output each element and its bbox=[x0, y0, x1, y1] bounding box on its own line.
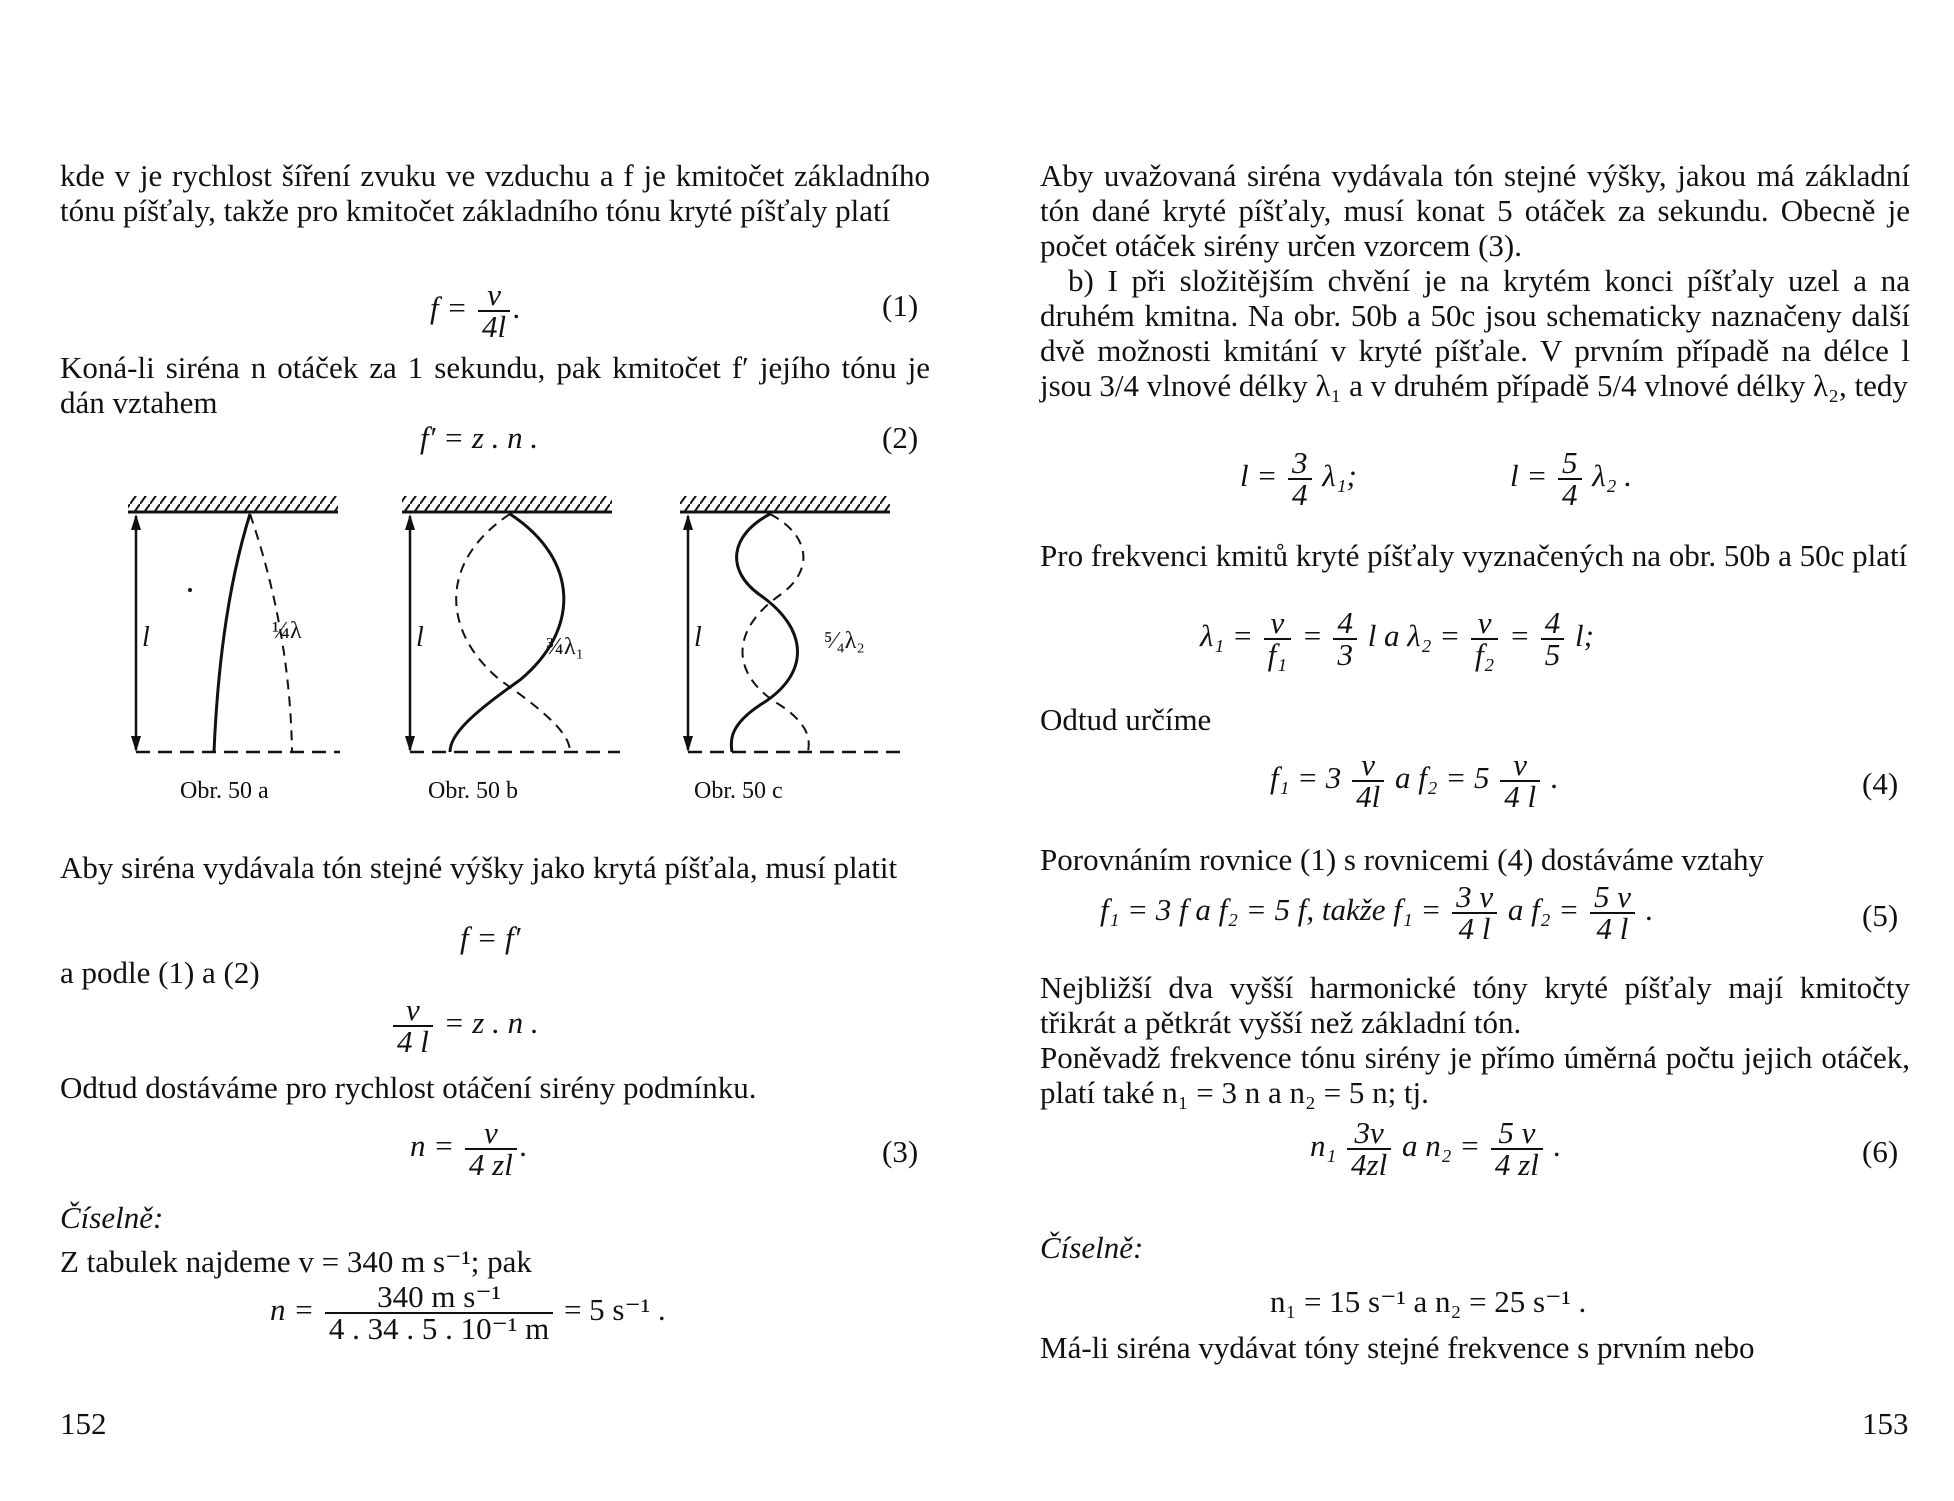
equation-v-over-4l-rhs: = z . n . bbox=[443, 1005, 539, 1041]
equation-2-number: (2) bbox=[882, 420, 919, 455]
equation-1-numerator: v bbox=[478, 280, 510, 312]
equation-n-numerator: 340 m s⁻¹ bbox=[325, 1282, 553, 1314]
equation-4 bbox=[1270, 747, 1559, 814]
equation-1: f = $\frac{v}{4l}$ . bbox=[430, 277, 521, 344]
equation-v-over-4l-denominator: 4 l bbox=[397, 1024, 429, 1059]
equation-3-denominator: 4 zl bbox=[468, 1147, 513, 1182]
left-paragraph-6: Z tabulek najdeme v = 340 m s⁻¹; pak bbox=[60, 1244, 532, 1279]
equation-6-end: . bbox=[1553, 1128, 1562, 1164]
equation-5-f2-denominator: 4 l bbox=[1596, 911, 1629, 946]
right-page bbox=[1040, 0, 1910, 1501]
equation-4-end: . bbox=[1550, 760, 1559, 796]
left-page bbox=[60, 0, 930, 1501]
equation-5-f1-fraction bbox=[1452, 879, 1497, 946]
equation-6-n2: a n₂ = bbox=[1401, 1128, 1481, 1164]
right-paragraph-5: Porovnáním rovnice (1) s rovnicemi (4) dostáváme vztahy bbox=[1040, 842, 1764, 877]
equation-l-lambda2-numerator: 5 bbox=[1558, 448, 1582, 480]
equation-5-part-a: f₁ = 3 f a f₂ = 5 f, takže f₁ = bbox=[1100, 892, 1442, 928]
left-paragraph-4: a podle (1) a (2) bbox=[60, 955, 260, 990]
right-paragraph-3: Pro frekvenci kmitů kryté píšťaly vyznačených na obr. 50b a 50c platí bbox=[1040, 538, 1908, 573]
caption-50c: Obr. 50 c bbox=[694, 778, 783, 804]
equation-l-lambda1-denominator: 4 bbox=[1292, 477, 1308, 512]
equation-5-f1-numerator: 3 v bbox=[1452, 882, 1497, 914]
figure-50b bbox=[402, 496, 620, 752]
equation-4-f1: f₁ = 3 bbox=[1270, 760, 1342, 796]
right-paragraph-7: Poněvadž frekvence tónu sirény je přímo úměrná počtu jejich otáček, platí také n₁ = 3 n a n₂ = 5 n; tj. bbox=[1040, 1040, 1910, 1110]
figure-b-wave-label: ¾λ₁ bbox=[546, 634, 585, 660]
equation-l-lambda1-numerator: 3 bbox=[1288, 448, 1312, 480]
pipe-figures bbox=[120, 490, 910, 760]
equation-6-n1-fraction bbox=[1347, 1115, 1391, 1182]
equation-6-number: (6) bbox=[1862, 1134, 1899, 1169]
equation-4-number: (4) bbox=[1862, 766, 1899, 801]
equation-l-lambda1-lhs: l = bbox=[1240, 458, 1278, 494]
figure-a-length-label: l bbox=[142, 622, 150, 653]
equation-1-lhs: f = bbox=[430, 290, 468, 326]
equation-3-lhs: n = bbox=[410, 1128, 455, 1164]
equation-3: n = $\frac{v}{4 zl}$ . bbox=[410, 1115, 528, 1182]
equation-l-lambda2-lhs: l = bbox=[1510, 458, 1548, 494]
equation-lambda-relations bbox=[1200, 605, 1594, 672]
equation-n-fraction bbox=[325, 1279, 553, 1346]
equation-5-part-b: a f₂ = bbox=[1507, 892, 1580, 928]
figure-b-length-label: l bbox=[416, 622, 424, 653]
equation-3-number: (3) bbox=[882, 1134, 919, 1169]
equation-f-equals-fprime: f = f′ bbox=[460, 920, 521, 955]
equation-lambda1-equals: = bbox=[1301, 618, 1323, 654]
figure-a-wave-label: ¼λ bbox=[272, 618, 302, 644]
equation-l-lambda1 bbox=[1240, 445, 1357, 512]
figure-c-wave-label: ⁵⁄₄λ₂ bbox=[824, 628, 865, 654]
right-paragraph-4: Odtud určíme bbox=[1040, 702, 1212, 737]
right-paragraph-8: Má-li siréna vydávat tóny stejné frekvence s prvním nebo bbox=[1040, 1330, 1755, 1365]
caption-50a: Obr. 50 a bbox=[180, 778, 269, 804]
equation-1-number: (1) bbox=[882, 288, 919, 323]
equation-n-numeric bbox=[270, 1279, 666, 1346]
right-paragraph-1: Aby uvažovaná siréna vydávala tón stejné výšky, jakou má základní tón dané kryté píšťaly, musí konat 5 otáček za sekundu. Obecně je počet otáček sirény určen vzorcem (3). bbox=[1040, 158, 1910, 263]
equation-4-f1-denominator: 4l bbox=[1356, 779, 1381, 814]
equation-4-f1-fraction bbox=[1352, 747, 1384, 814]
equation-l-lambda2-denominator: 4 bbox=[1562, 477, 1578, 512]
equation-lambda2-f-fraction bbox=[1471, 605, 1498, 672]
caption-50b: Obr. 50 b bbox=[428, 778, 518, 804]
equation-lambda1-g-numerator: 4 bbox=[1333, 608, 1357, 640]
page-number-left: 152 bbox=[60, 1406, 107, 1441]
equation-6-n2-denominator: 4 zl bbox=[1494, 1147, 1539, 1182]
equation-lambda1-g-denominator: 3 bbox=[1337, 637, 1353, 672]
equation-lambda1-g-fraction bbox=[1333, 605, 1357, 672]
equation-4-f1-numerator: v bbox=[1352, 750, 1384, 782]
equation-lambda1-tail: l a λ₂ = bbox=[1367, 618, 1461, 654]
equation-4-f2: a f₂ = 5 bbox=[1394, 760, 1490, 796]
equation-numeric-n: n₁ = 15 s⁻¹ a n₂ = 25 s⁻¹ . bbox=[1270, 1284, 1587, 1319]
left-paragraph-1: kde v je rychlost šíření zvuku ve vzduchu a f je kmitočet základního tónu píšťaly, takže pro kmitočet základního tónu kryté píšťaly platí bbox=[60, 158, 930, 228]
equation-l-lambda2-fraction bbox=[1558, 445, 1582, 512]
figure-50c bbox=[680, 496, 900, 752]
left-paragraph-5: Odtud dostáváme pro rychlost otáčení sirény podmínku. bbox=[60, 1070, 757, 1105]
equation-v-over-4l-numerator: v bbox=[393, 995, 433, 1027]
equation-lambda1-lhs: λ₁ = bbox=[1200, 618, 1253, 654]
equation-lambda1-f-denominator: f₁ bbox=[1267, 637, 1288, 672]
equation-6-n1-denominator: 4zl bbox=[1351, 1147, 1388, 1182]
equation-5-f2-numerator: 5 v bbox=[1590, 882, 1635, 914]
equation-4-f2-denominator: 4 l bbox=[1504, 779, 1537, 814]
right-ciselne-heading: Číselně: bbox=[1040, 1230, 1144, 1265]
figure-c-length-label: l bbox=[694, 622, 702, 653]
equation-l-lambda2 bbox=[1510, 445, 1633, 512]
equation-5-end: . bbox=[1645, 892, 1654, 928]
equation-lambda2-tail: l; bbox=[1575, 618, 1594, 654]
right-paragraph-2: b) I při složitějším chvění je na krytém konci píšťaly uzel a na druhém kmitna. Na obr. 50b a 50c jsou schematicky naznačeny další dvě možnosti kmitání v kryté píšťale. V prvním případě na délce l jsou 3/4 vlnové délky λ₁ a v druhém případě 5/4 vlnové délky λ₂, tedy bbox=[1040, 263, 1910, 403]
left-ciselne-heading: Číselně: bbox=[60, 1200, 164, 1235]
equation-6-n1: n₁ bbox=[1310, 1128, 1337, 1164]
equation-n-rhs: = 5 s⁻¹ . bbox=[563, 1292, 666, 1328]
equation-3-numerator: v bbox=[465, 1118, 517, 1150]
equation-6-n2-fraction bbox=[1491, 1115, 1543, 1182]
equation-v-over-4l bbox=[390, 992, 539, 1059]
left-paragraph-2: Koná-li siréna n otáček za 1 sekundu, pak kmitočet f′ jejího tónu je dán vztahem bbox=[60, 350, 930, 420]
equation-lambda1-f-numerator: v bbox=[1264, 608, 1291, 640]
equation-3-fraction bbox=[465, 1115, 517, 1182]
equation-1-denominator: 4l bbox=[482, 309, 507, 344]
equation-1-fraction bbox=[478, 277, 510, 344]
equation-lambda2-f-numerator: v bbox=[1471, 608, 1498, 640]
equation-2: f′ = z . n . bbox=[420, 420, 539, 455]
right-paragraph-6: Nejbližší dva vyšší harmonické tóny kryté píšťaly mají kmitočty třikrát a pětkrát vyšší než základní tón. bbox=[1040, 970, 1910, 1040]
equation-5-f1-denominator: 4 l bbox=[1458, 911, 1491, 946]
equation-4-f2-numerator: v bbox=[1500, 750, 1540, 782]
equation-l-lambda1-rhs: λ₁; bbox=[1322, 458, 1357, 494]
equation-5 bbox=[1100, 879, 1654, 946]
figure-50a bbox=[128, 496, 340, 752]
equation-lambda2-g-numerator: 4 bbox=[1541, 608, 1565, 640]
equation-lambda2-g-fraction bbox=[1541, 605, 1565, 672]
equation-4-f2-fraction bbox=[1500, 747, 1540, 814]
page-number-right: 153 bbox=[1862, 1406, 1909, 1441]
equation-v-over-4l-fraction bbox=[393, 992, 433, 1059]
equation-lambda1-f-fraction bbox=[1264, 605, 1291, 672]
equation-lambda2-f-denominator: f₂ bbox=[1474, 637, 1495, 672]
equation-l-lambda1-fraction bbox=[1288, 445, 1312, 512]
left-paragraph-3: Aby siréna vydávala tón stejné výšky jako krytá píšťala, musí platit bbox=[60, 850, 898, 885]
equation-l-lambda2-rhs: λ₂ . bbox=[1592, 458, 1633, 494]
equation-n-lhs: n = bbox=[270, 1292, 315, 1328]
equation-6 bbox=[1310, 1115, 1562, 1182]
equation-5-number: (5) bbox=[1862, 898, 1899, 933]
equation-6-n2-numerator: 5 v bbox=[1491, 1118, 1543, 1150]
equation-n-denominator: 4 . 34 . 5 . 10⁻¹ m bbox=[328, 1311, 550, 1346]
equation-6-n1-numerator: 3v bbox=[1347, 1118, 1391, 1150]
equation-lambda2-g-denominator: 5 bbox=[1544, 637, 1561, 672]
equation-lambda2-equals: = bbox=[1509, 618, 1530, 654]
equation-5-f2-fraction bbox=[1590, 879, 1635, 946]
